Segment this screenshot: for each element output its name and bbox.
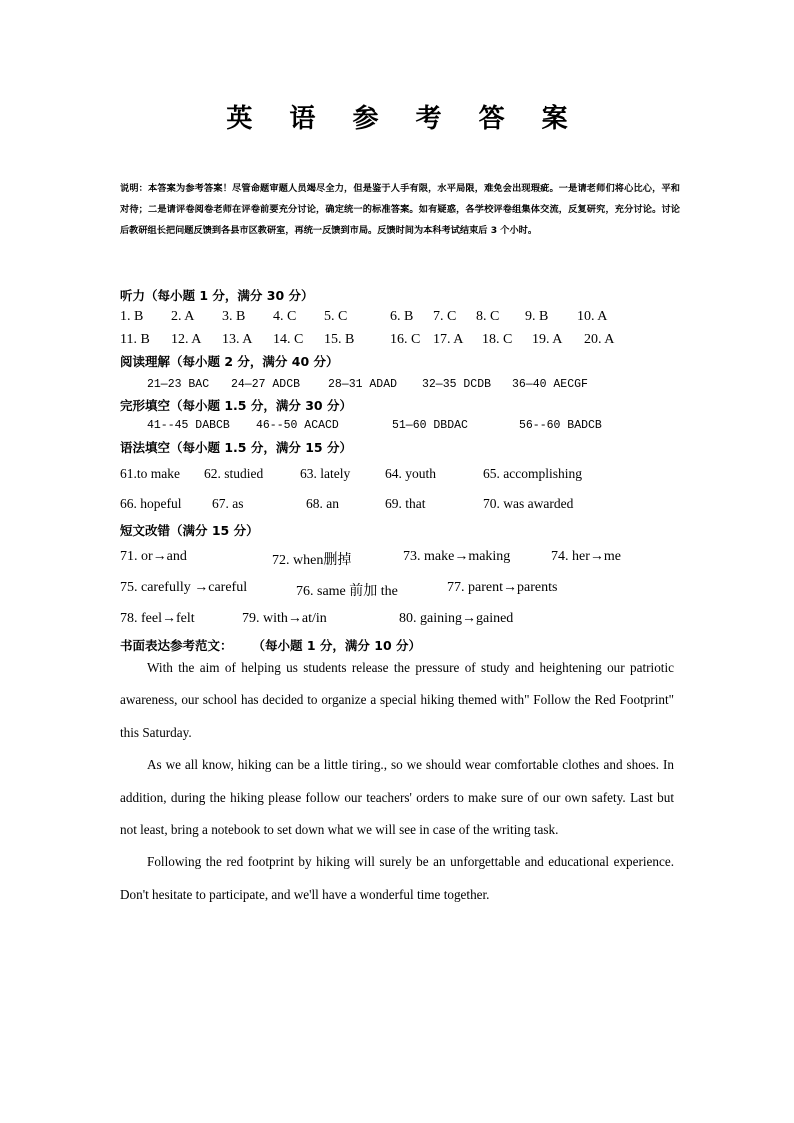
answer-item: 73. make→making [403, 549, 511, 564]
answer-item: 28—31 ADAD [328, 378, 398, 391]
reading-header: 阅读理解（每小题 2 分，满分 40 分） [120, 354, 339, 369]
page-title: 英 语 参 考 答 案 [226, 104, 582, 134]
answer-item: 13. A [222, 332, 253, 347]
answer-item: 69. that [385, 496, 426, 511]
answer-item: 41--45 DABCB [147, 419, 230, 432]
answer-item: 19. A [532, 332, 563, 347]
instruction-note: 说明：本答案为参考答案！尽管命题审题人员竭尽全力，但是鉴于人手有限，水平局限，难免会出现瑕疵。一是请老师们将心比心，平和对待；二是请评卷阅卷老师在评卷前要充分讨论，确定统一的标准答案。如有疑惑，各学校评卷组集体交流，反复研究，充分讨论。讨论后教研组长把问题反馈到各县市区教研室，再统一反馈到市局。反馈时间为本科考试结束后 3 个小时。 [120, 183, 680, 236]
writing-score-note: （每小题 1 分，满分 10 分） [252, 638, 422, 653]
essay-paragraph: As we all know, hiking can be a little tiring., so we should wear comfortable clothes and shoes. In addition, during the hiking please follow our teachers' orders to make sure of our own safety. Last but not least, bring a notebook to set down what we will see in case of the writing task. [120, 757, 674, 838]
answer-item: 9. B [525, 309, 549, 324]
answer-item: 1. B [120, 309, 144, 324]
writing-header-label: 书面表达参考范文： [120, 638, 233, 653]
answer-item: 3. B [222, 309, 246, 324]
answer-item: 75. carefully →careful [120, 580, 248, 595]
answer-item: 11. B [120, 332, 150, 347]
answer-item: 74. her→me [551, 549, 621, 564]
answer-item: 51—60 DBDAC [392, 419, 468, 432]
answer-item: 70. was awarded [483, 496, 574, 511]
answer-item: 36—40 AECGF [512, 378, 588, 391]
answer-item: 24—27 ADCB [231, 378, 301, 391]
answer-item: 32—35 DCDB [422, 378, 492, 391]
answer-item: 64. youth [385, 466, 437, 481]
answer-item: 6. B [390, 309, 414, 324]
cloze-header: 完形填空（每小题 1.5 分，满分 30 分） [120, 398, 352, 413]
answer-item: 15. B [324, 332, 355, 347]
answer-item: 63. lately [300, 466, 351, 481]
answer-item: 21—23 BAC [147, 378, 210, 391]
answer-item: 16. C [390, 332, 421, 347]
answer-item: 78. feel→felt [120, 611, 195, 626]
answer-item: 80. gaining→gained [399, 611, 514, 626]
answer-item: 62. studied [204, 466, 264, 481]
correction-header: 短文改错（满分 15 分） [120, 523, 259, 538]
answer-item: 4. C [273, 309, 297, 324]
answer-item: 7. C [433, 309, 457, 324]
answer-item: 8. C [476, 309, 500, 324]
answer-item: 20. A [584, 332, 615, 347]
answer-item: 10. A [577, 309, 608, 324]
answer-item: 2. A [171, 309, 195, 324]
answer-item: 68. an [306, 496, 339, 511]
essay-paragraph: Following the red footprint by hiking will surely be an unforgettable and educational experience. Don't hesitate to participate, and we'll have a wonderful time together. [120, 854, 674, 902]
answer-item: 79. with→at/in [242, 611, 327, 626]
model-essay [120, 652, 674, 911]
answer-item: 71. or→and [120, 549, 187, 564]
grammar-header: 语法填空（每小题 1.5 分，满分 15 分） [120, 440, 352, 455]
answer-item: 17. A [433, 332, 464, 347]
essay-paragraph: With the aim of helping us students release the pressure of study and heightening our patriotic awareness, our school has decided to organize a special hiking themed with" Follow the Red Footprint" this Saturday. [120, 660, 674, 740]
answer-item: 76. same 前加 the [296, 584, 398, 599]
answer-item: 77. parent→parents [447, 580, 558, 595]
listening-header: 听力（每小题 1 分，满分 30 分） [120, 288, 314, 303]
answer-item: 66. hopeful [120, 496, 182, 511]
answer-item: 12. A [171, 332, 202, 347]
answer-item: 14. C [273, 332, 304, 347]
answer-item: 46--50 ACACD [256, 419, 339, 432]
answer-item: 61.to make [120, 466, 180, 481]
answer-item: 5. C [324, 309, 348, 324]
answer-item: 65. accomplishing [483, 466, 582, 481]
answer-item: 56--60 BADCB [519, 419, 602, 432]
answer-item: 72. when删掉 [272, 553, 352, 568]
answer-item: 18. C [482, 332, 513, 347]
answer-item: 67. as [212, 496, 244, 511]
